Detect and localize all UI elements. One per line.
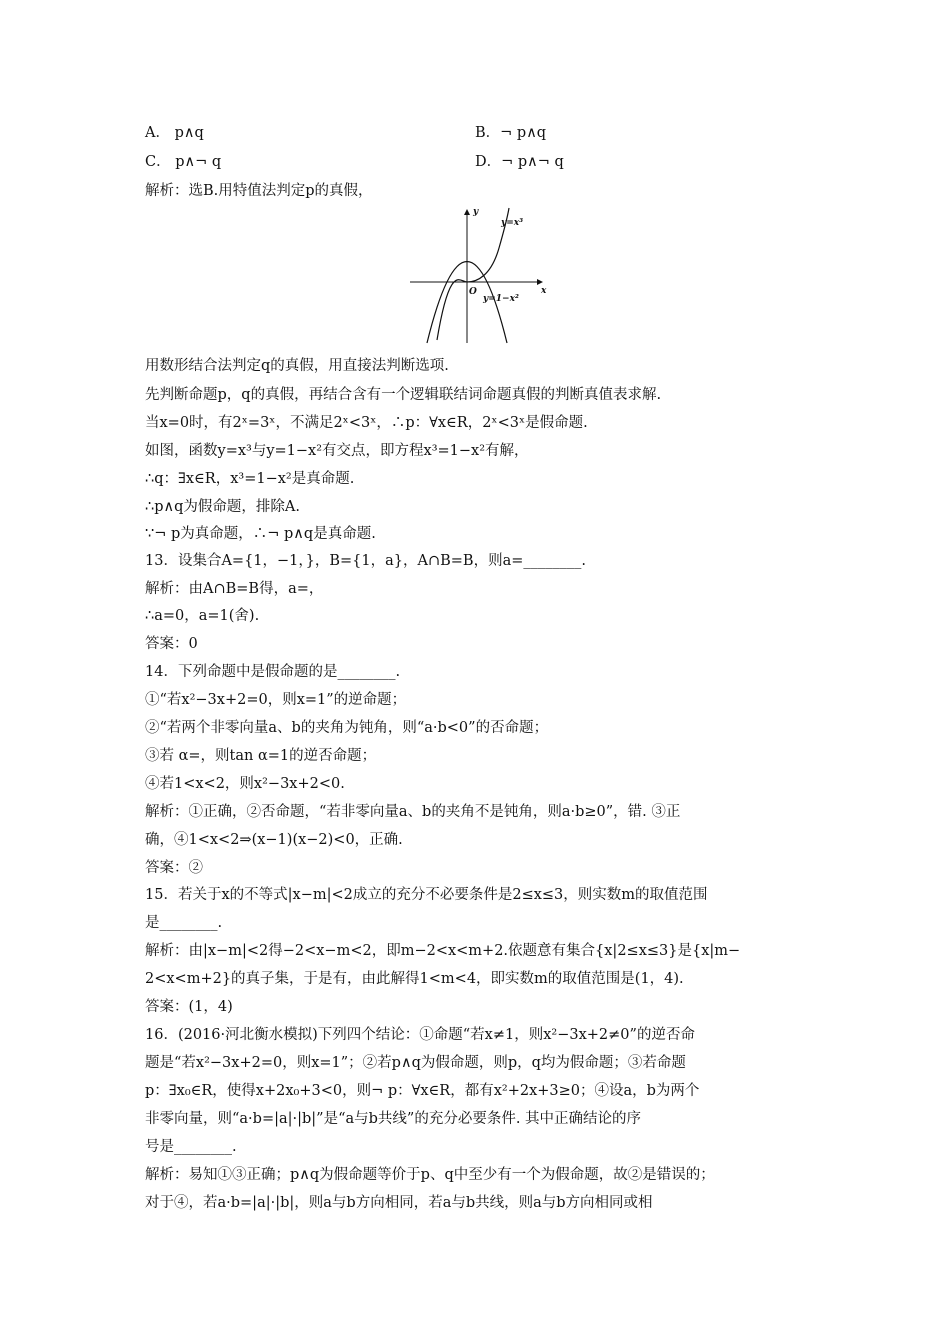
text-line: 题是“若x²−3x+2=0，则x=1”；②若p∧q为假命题，则p，q均为假命题；③若命题 — [145, 1055, 686, 1071]
question-16: 16．(2016·河北衡水模拟)下列四个结论：①命题“若x≠1，则x²−3x+2≠0”的逆否命 — [145, 1027, 695, 1043]
parabola-curve-label: y=1−x² — [483, 294, 519, 304]
text-line: 是________. — [145, 915, 223, 931]
text-line: ①“若x²−3x+2=0，则x=1”的逆命题； — [145, 692, 407, 708]
cubic-curve — [437, 208, 509, 340]
text-line: 对于④，若a·b=|a|·|b|，则a与b方向相同，若a与b共线，则a与b方向相同或相 — [145, 1195, 653, 1211]
text-line: ④若1<x<2，则x²−3x+2<0. — [145, 776, 345, 792]
text-line: 确，④1<x<2⇒(x−1)(x−2)<0，正确. — [145, 832, 403, 848]
answer-15: 答案：(1，4) — [145, 999, 233, 1015]
text-line: 解析：①正确，②否命题，“若非零向量a、b的夹角不是钝角，则a·b≥0”，错. ③正 — [145, 804, 681, 820]
question-14: 14．下列命题中是假命题的是________. — [145, 664, 401, 680]
question-13: 13．设集合A={1，−1，}，B={1，a}，A∩B=B，则a=________. — [145, 553, 586, 569]
y-axis-label: y — [473, 207, 479, 217]
function-graph-figure — [405, 200, 555, 345]
question-15: 15．若关于x的不等式|x−m|<2成立的充分不必要条件是2≤x≤3，则实数m的取值范围 — [145, 887, 708, 903]
text-line: 如图，函数y=x³与y=1−x²有交点，即方程x³=1−x²有解， — [145, 443, 529, 459]
cubic-curve-label: y=x³ — [501, 218, 524, 228]
option-b: B．¬ p∧q — [475, 125, 547, 141]
text-line: 解析：由|x−m|<2得−2<x−m<2，即m−2<x<m+2.依题意有集合{x|2≤x≤3}是{x|m− — [145, 943, 741, 959]
text-line: 解析：由A∩B=B得，a=， — [145, 581, 324, 597]
text-line: ∴p∧q为假命题，排除A. — [145, 499, 300, 515]
text-line: p：∃x₀∈R，使得x+2x₀+3<0，则¬ p：∀x∈R，都有x²+2x+3≥0；④设a，b为两个 — [145, 1083, 700, 1099]
x-axis-label: x — [541, 286, 547, 296]
text-line: 解析：易知①③正确；p∧q为假命题等价于p、q中至少有一个为假命题，故②是错误的； — [145, 1167, 715, 1183]
text-line: ③若 α=，则tan α=1的逆否命题； — [145, 748, 377, 764]
text-line: 先判断命题p，q的真假，再结合含有一个逻辑联结词命题真假的判断真值表求解. — [145, 387, 662, 403]
text-line: ∴a=0，a=1(舍). — [145, 608, 260, 624]
option-a: A． p∧q — [145, 125, 204, 141]
text-line: 解析：选B.用特值法判定p的真假， — [145, 183, 373, 199]
option-d: D．¬ p∧¬ q — [475, 154, 564, 170]
text-line: ②“若两个非零向量a、b的夹角为钝角，则“a·b<0”的否命题； — [145, 720, 549, 736]
option-c: C． p∧¬ q — [145, 154, 222, 170]
text-line: ∵¬ p为真命题，∴¬ p∧q是真命题. — [145, 526, 376, 542]
text-line: 号是________. — [145, 1139, 237, 1155]
text-line: ∴q：∃x∈R，x³=1−x²是真命题. — [145, 471, 355, 487]
text-line: 非零向量，则“a·b=|a|·|b|”是“a与b共线”的充分必要条件. 其中正确结论的序 — [145, 1111, 642, 1127]
text-line: 当x=0时，有2ˣ=3ˣ，不满足2ˣ<3ˣ，∴p：∀x∈R，2ˣ<3ˣ是假命题. — [145, 415, 588, 431]
answer-13: 答案：0 — [145, 636, 198, 652]
text-line: 用数形结合法判定q的真假，用直接法判断选项. — [145, 358, 449, 374]
answer-14: 答案：② — [145, 860, 203, 876]
origin-label: O — [469, 287, 477, 297]
text-line: 2<x<m+2}的真子集，于是有，由此解得1<m<4，即实数m的取值范围是(1，4). — [145, 971, 684, 987]
